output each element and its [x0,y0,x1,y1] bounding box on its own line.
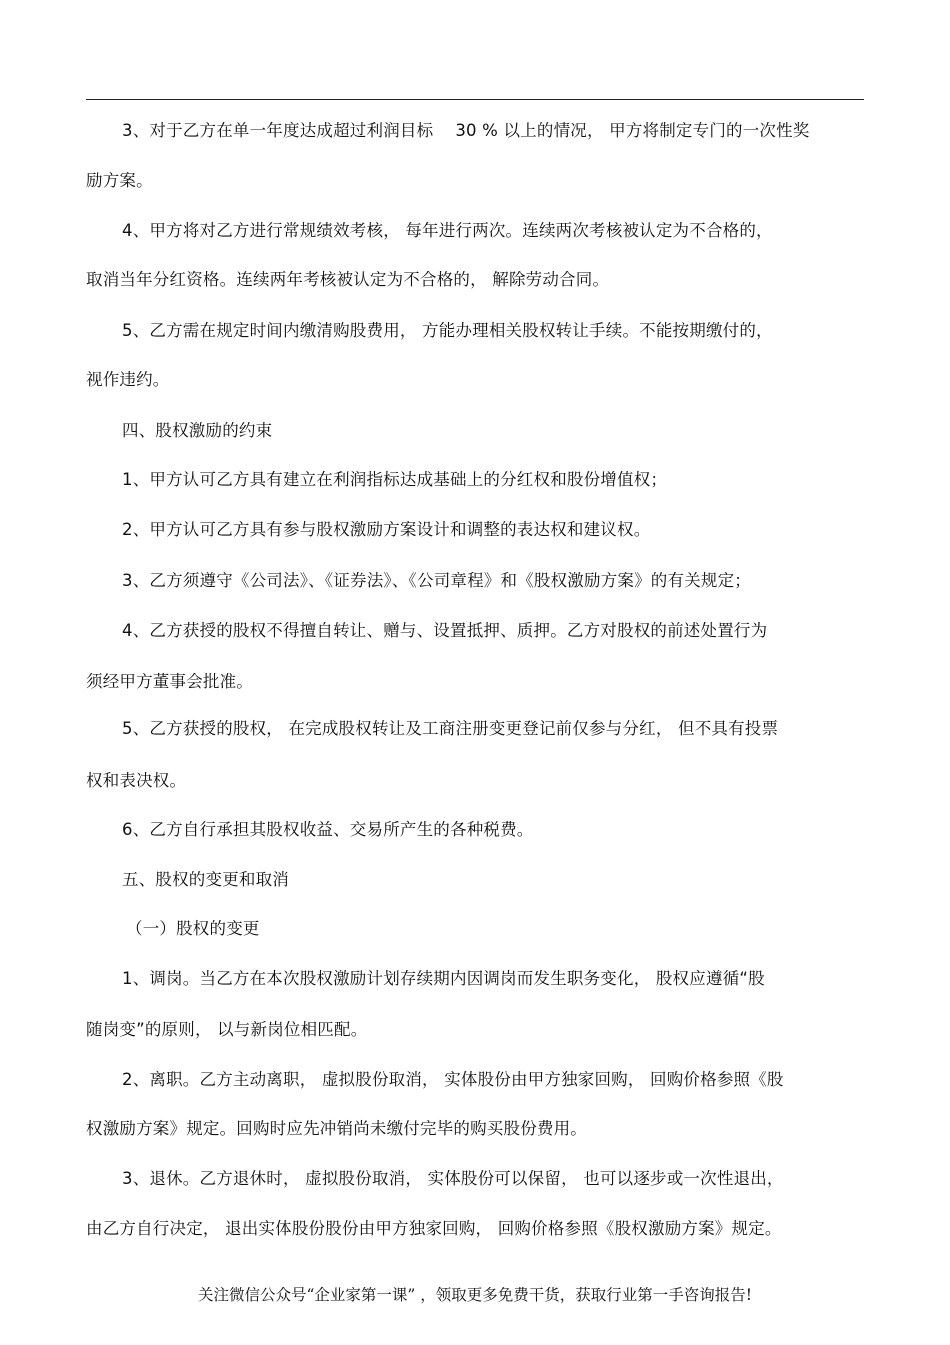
paragraph-line: 权激励方案》规定。回购时应先冲销尚未缴付完毕的购买股份费用。 [86,1119,587,1138]
paragraph-line: 5、乙方获授的股权， 在完成股权转让及工商注册变更登记前仅参与分红， 但不具有投票 [122,719,779,738]
paragraph-line: 权和表决权。 [86,771,187,790]
paragraph-line: 3、退休。乙方退休时， 虚拟股份取消， 实体股份可以保留， 也可以逐步或一次性退出， [122,1169,784,1188]
section-heading: 五、股权的变更和取消 [122,870,289,889]
paragraph-line: 6、乙方自行承担其股权收益、交易所产生的各种税费。 [122,820,534,839]
paragraph-line: 3、乙方须遵守《公司法》、《证券法》、《公司章程》和《股权激励方案》的有关规定； [122,571,751,590]
paragraph-line: 2、离职。乙方主动离职， 虚拟股份取消， 实体股份由甲方独家回购， 回购价格参照《股 [122,1070,784,1089]
section-heading: 四、股权激励的约束 [122,421,273,440]
line-text-part-b: 30 % 以上的情况， 甲方将制定专门的一次性奖 [455,121,810,140]
paragraph-line: 须经甲方董事会批准。 [86,672,253,691]
paragraph-line: 取消当年分红资格。连续两年考核被认定为不合格的， 解除劳动合同。 [86,270,610,289]
paragraph-line: 4、乙方获授的股权不得擅自转让、赠与、设置抵押、质押。乙方对股权的前述处置行为 [122,621,768,640]
paragraph-line: 4、甲方将对乙方进行常规绩效考核， 每年进行两次。连续两次考核被认定为不合格的， [122,221,773,240]
paragraph-line: 由乙方自行决定， 退出实体股份股份由甲方独家回购， 回购价格参照《股权激励方案》规定。 [86,1219,782,1238]
paragraph-line: 2、甲方认可乙方具有参与股权激励方案设计和调整的表达权和建议权。 [122,520,651,539]
subsection-heading: （一）股权的变更 [126,919,260,938]
paragraph-line: 励方案。 [86,171,153,190]
paragraph-line: 1、甲方认可乙方具有建立在利润指标达成基础上的分红权和股份增值权； [122,470,668,489]
footer-promo-text: 关注微信公众号“企业家第一课” ，领取更多免费干货，获取行业第一手咨询报告! [197,1286,752,1304]
paragraph-line: 随岗变”的原则， 以与新岗位相匹配。 [86,1020,368,1039]
paragraph-line: 1、调岗。当乙方在本次股权激励计划存续期内因调岗而发生职务变化， 股权应遵循“股 [122,969,765,988]
paragraph-line [122,120,902,142]
line-text-part-a: 3、对于乙方在单一年度达成超过利润目标 [122,121,434,140]
paragraph-line: 视作违约。 [86,370,170,389]
paragraph-line: 5、乙方需在规定时间内缴清购股费用， 方能办理相关股权转让手续。不能按期缴付的， [122,321,773,340]
header-rule [86,99,864,100]
